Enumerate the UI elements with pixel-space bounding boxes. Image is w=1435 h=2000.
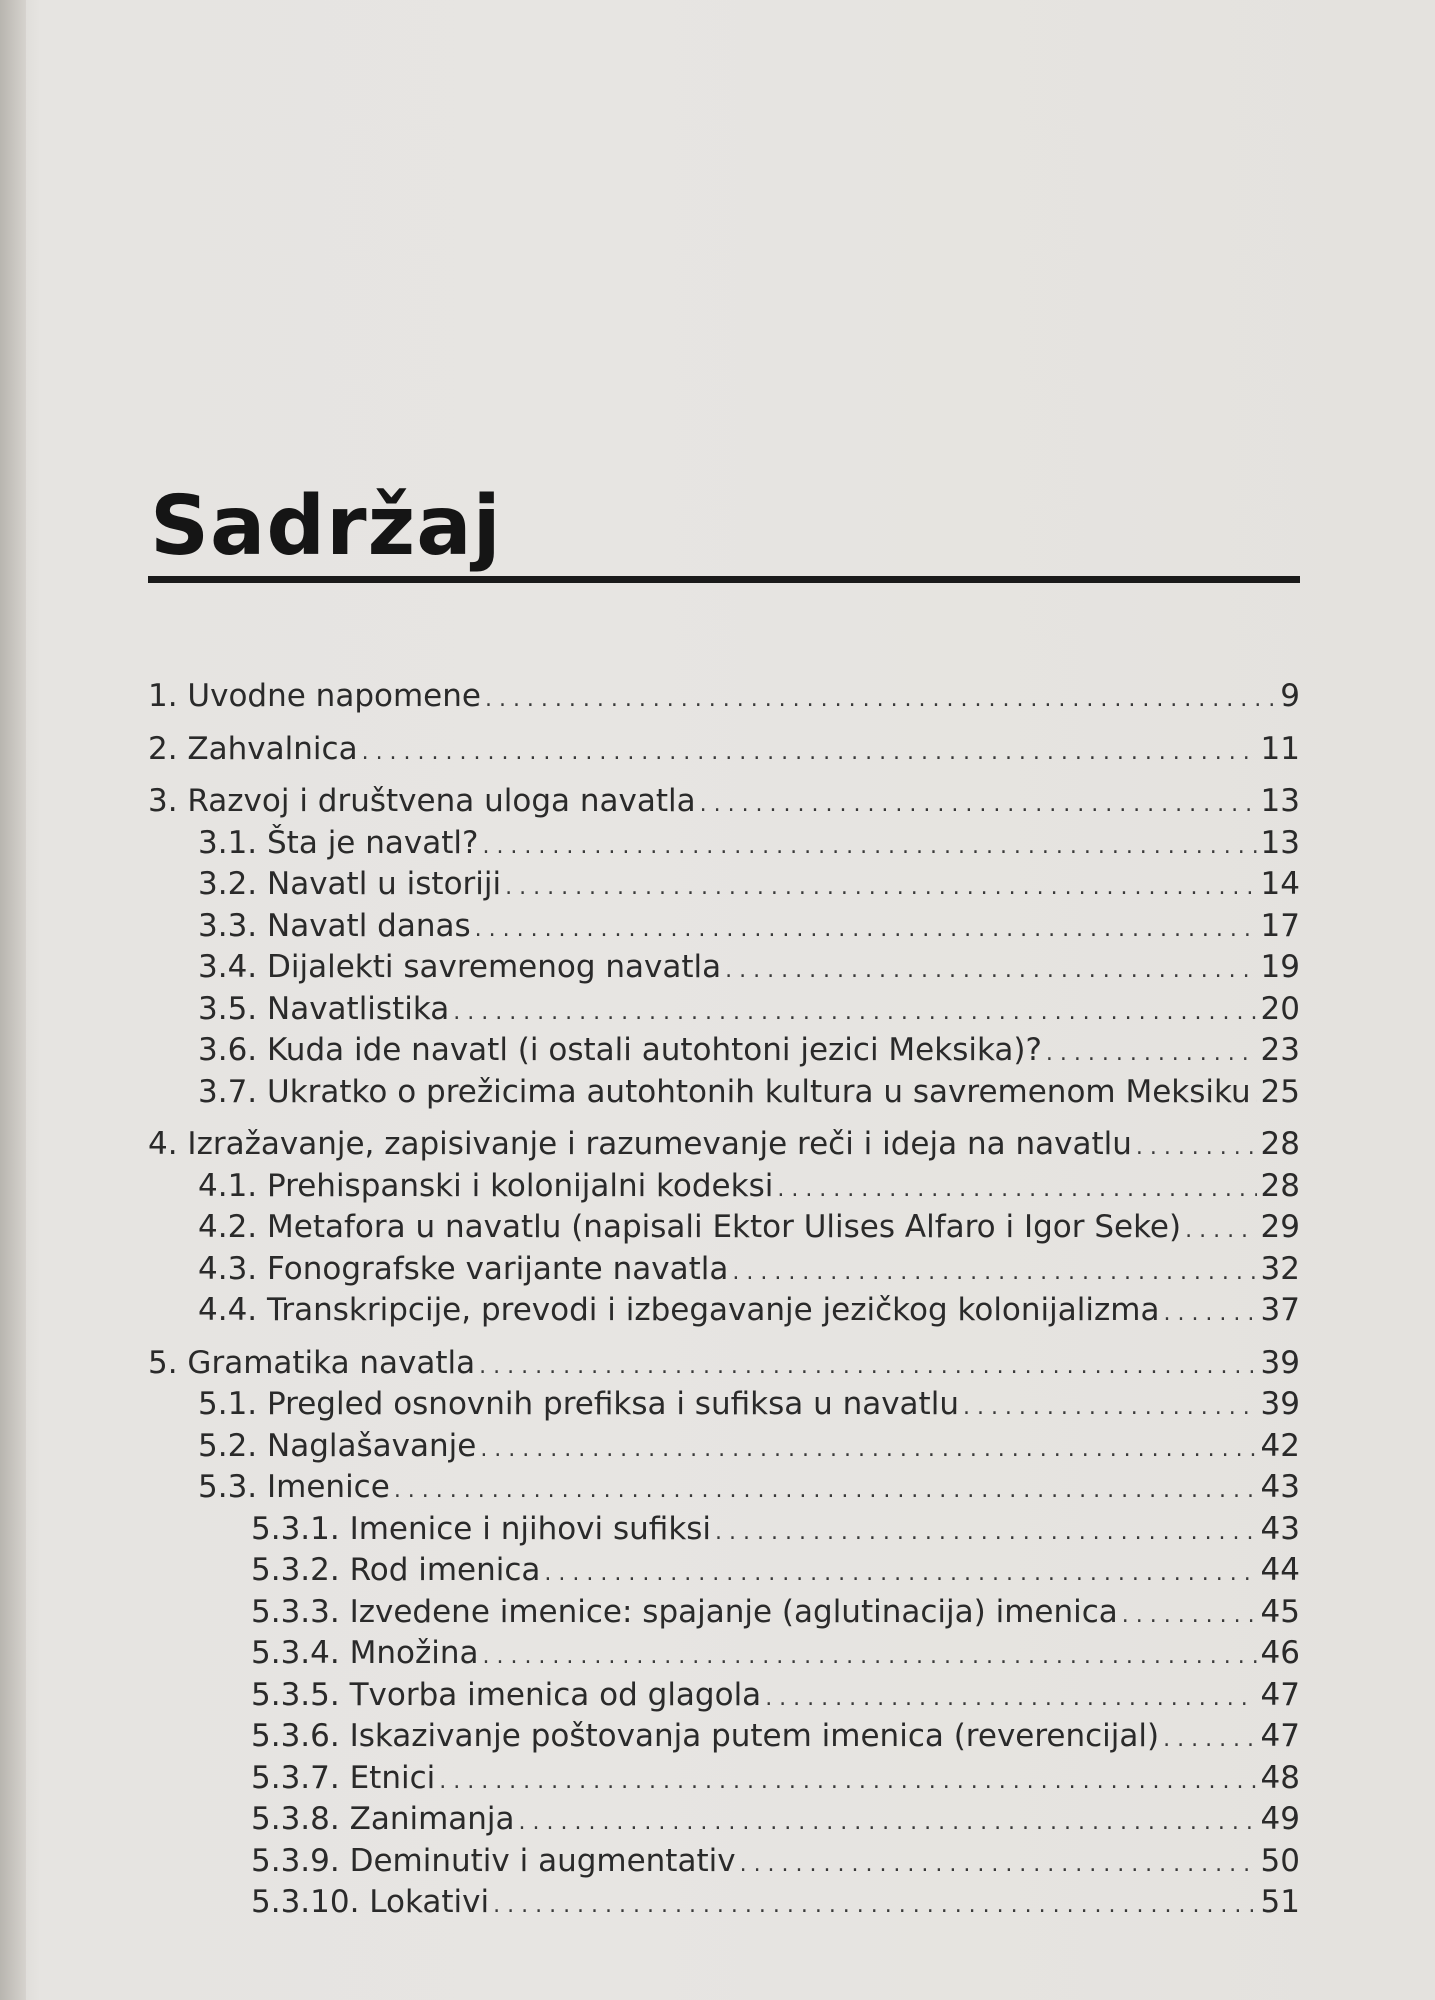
dot-leader <box>362 732 1257 774</box>
toc-entry-label: 2. Zahvalnica <box>148 730 358 767</box>
toc-entry-label: 5.3.6. Iskazivanje poštovanja putem imenica (reverencijal) <box>251 1718 1160 1754</box>
toc-page-number: 32 <box>1260 1250 1300 1287</box>
dot-leader <box>732 1252 1256 1294</box>
toc-entry <box>148 1592 1300 1634</box>
dot-leader <box>765 1678 1256 1720</box>
toc-entry-label: 3.2. Navatl u istoriji <box>198 866 502 902</box>
toc-entry <box>148 1841 1300 1883</box>
dot-leader <box>1255 1075 1257 1117</box>
table-of-contents <box>148 676 1300 1924</box>
toc-entry-label: 3.4. Dijalekti savremenog navatla <box>198 949 722 985</box>
dot-leader <box>485 679 1276 721</box>
toc-entry <box>148 676 1300 718</box>
toc-page-number: 25 <box>1260 1073 1300 1110</box>
toc-page-number: 44 <box>1260 1552 1300 1588</box>
toc-entry-label: 5.3.5. Tvorba imenica od glagola <box>251 1676 762 1713</box>
toc-page-number: 39 <box>1260 1386 1300 1422</box>
toc-entry-label: 5.2. Naglašavanje <box>198 1427 477 1464</box>
toc-entry <box>148 781 1300 823</box>
toc-entry-label: 4. Izražavanje, zapisivanje i razumevanje reči i ideja na navatlu <box>148 1126 1132 1162</box>
toc-page-number: 14 <box>1260 866 1300 902</box>
toc-entry <box>148 1675 1300 1717</box>
toc-entry-label: 3.5. Navatlistika <box>198 990 450 1027</box>
toc-page-number: 43 <box>1260 1469 1300 1505</box>
toc-entry <box>148 1633 1300 1675</box>
toc-entry <box>148 1290 1300 1332</box>
toc-page-number: 17 <box>1260 907 1300 944</box>
toc-page-number: 47 <box>1260 1718 1300 1754</box>
dot-leader <box>725 950 1256 992</box>
toc-entry-label: 4.3. Fonografske varijante navatla <box>198 1250 729 1287</box>
dot-leader <box>777 1169 1256 1211</box>
toc-entry <box>148 947 1300 989</box>
toc-page-number: 28 <box>1260 1167 1300 1204</box>
toc-page-number: 49 <box>1260 1801 1300 1837</box>
dot-leader <box>439 1761 1256 1803</box>
toc-entry <box>148 1124 1300 1166</box>
toc-entry-label: 4.2. Metafora u navatlu (napisali Ektor Ulises Alfaro i Igor Seke) <box>198 1209 1182 1245</box>
toc-entry-label: 5.3.9. Deminutiv i augmentativ <box>251 1842 736 1879</box>
toc-entry <box>148 1467 1300 1509</box>
toc-page-number: 20 <box>1260 990 1300 1027</box>
toc-page-number: 37 <box>1260 1292 1300 1328</box>
toc-entry-label: 1. Uvodne napomene <box>148 678 481 714</box>
toc-entry <box>148 1799 1300 1841</box>
dot-leader <box>505 867 1256 909</box>
toc-entry <box>148 1509 1300 1551</box>
toc-page-number: 19 <box>1260 949 1300 985</box>
dot-leader <box>1136 1127 1257 1169</box>
toc-page-number: 11 <box>1260 730 1300 767</box>
toc-page-number: 23 <box>1260 1032 1300 1068</box>
toc-entry <box>148 1166 1300 1208</box>
toc-entry <box>148 729 1300 771</box>
toc-entry <box>148 989 1300 1031</box>
toc-entry <box>148 906 1300 948</box>
toc-page-number: 29 <box>1260 1209 1300 1245</box>
toc-page-number: 50 <box>1260 1842 1300 1879</box>
toc-entry-label: 5.3.2. Rod imenica <box>251 1552 541 1588</box>
toc-page-number: 51 <box>1260 1884 1300 1920</box>
title-underline <box>148 576 1300 583</box>
dot-leader <box>475 909 1257 951</box>
dot-leader <box>715 1512 1257 1554</box>
toc-entry <box>148 1882 1300 1924</box>
toc-entry <box>148 864 1300 906</box>
dot-leader <box>1185 1210 1256 1252</box>
toc-page-number: 45 <box>1260 1593 1300 1630</box>
toc-page-number: 46 <box>1260 1635 1300 1671</box>
dot-leader <box>482 826 1256 868</box>
toc-page-number: 39 <box>1260 1344 1300 1381</box>
toc-entry-label: 4.1. Prehispanski i kolonijalni kodeksi <box>198 1167 774 1204</box>
dot-leader <box>493 1885 1256 1927</box>
dot-leader <box>740 1844 1257 1886</box>
toc-entry <box>148 1716 1300 1758</box>
dot-leader <box>519 1802 1257 1844</box>
toc-entry <box>148 1758 1300 1800</box>
toc-entry-label: 5.3.3. Izvedene imenice: spajanje (aglutinacija) imenica <box>251 1593 1118 1630</box>
book-gutter <box>0 0 26 2000</box>
toc-entry-label: 5.3.1. Imenice i njihovi sufiksi <box>251 1510 712 1547</box>
toc-entry-label: 3.3. Navatl danas <box>198 907 471 944</box>
toc-page-number: 43 <box>1260 1510 1300 1547</box>
dot-leader <box>479 1346 1256 1388</box>
toc-entry-label: 5. Gramatika navatla <box>148 1344 476 1381</box>
toc-entry <box>148 1072 1300 1114</box>
toc-entry <box>148 1249 1300 1291</box>
toc-entry-label: 5.3.10. Lokativi <box>251 1884 490 1920</box>
dot-leader <box>963 1387 1257 1429</box>
toc-entry <box>148 1426 1300 1468</box>
toc-page-number: 13 <box>1260 824 1300 861</box>
page-title: Sadržaj <box>150 479 502 574</box>
dot-leader <box>1163 1293 1256 1335</box>
dot-leader <box>480 1429 1256 1471</box>
toc-entry-label: 5.3. Imenice <box>198 1469 390 1505</box>
toc-entry <box>148 1030 1300 1072</box>
toc-entry <box>148 823 1300 865</box>
dot-leader <box>1163 1719 1256 1761</box>
toc-entry-label: 3. Razvoj i društvena uloga navatla <box>148 783 696 819</box>
toc-entry <box>148 1550 1300 1592</box>
toc-entry <box>148 1343 1300 1385</box>
dot-leader <box>1046 1033 1257 1075</box>
dot-leader <box>700 784 1257 826</box>
toc-entry <box>148 1384 1300 1426</box>
toc-page-number: 28 <box>1260 1126 1300 1162</box>
toc-entry-label: 5.3.8. Zanimanja <box>251 1801 515 1837</box>
dot-leader <box>544 1553 1256 1595</box>
dot-leader <box>453 992 1256 1034</box>
toc-entry <box>148 1207 1300 1249</box>
toc-entry-label: 3.6. Kuda ide navatl (i ostali autohtoni jezici Meksika)? <box>198 1032 1042 1068</box>
toc-entry-label: 3.7. Ukratko o prežicima autohtonih kultura u savremenom Meksiku <box>198 1073 1251 1110</box>
toc-entry-label: 4.4. Transkripcije, prevodi i izbegavanje jezičkog kolonijalizma <box>198 1292 1160 1328</box>
toc-page-number: 13 <box>1260 783 1300 819</box>
toc-page-number: 9 <box>1280 678 1300 714</box>
dot-leader <box>394 1470 1257 1512</box>
toc-entry-label: 5.3.4. Množina <box>251 1635 479 1671</box>
toc-page-number: 42 <box>1260 1427 1300 1464</box>
toc-entry-label: 5.1. Pregled osnovnih prefiksa i sufiksa u navatlu <box>198 1386 959 1422</box>
toc-entry-label: 3.1. Šta je navatl? <box>198 824 479 861</box>
dot-leader <box>482 1636 1256 1678</box>
toc-page-number: 47 <box>1260 1676 1300 1713</box>
toc-page-number: 48 <box>1260 1759 1300 1796</box>
dot-leader <box>1122 1595 1257 1637</box>
toc-entry-label: 5.3.7. Etnici <box>251 1759 436 1796</box>
